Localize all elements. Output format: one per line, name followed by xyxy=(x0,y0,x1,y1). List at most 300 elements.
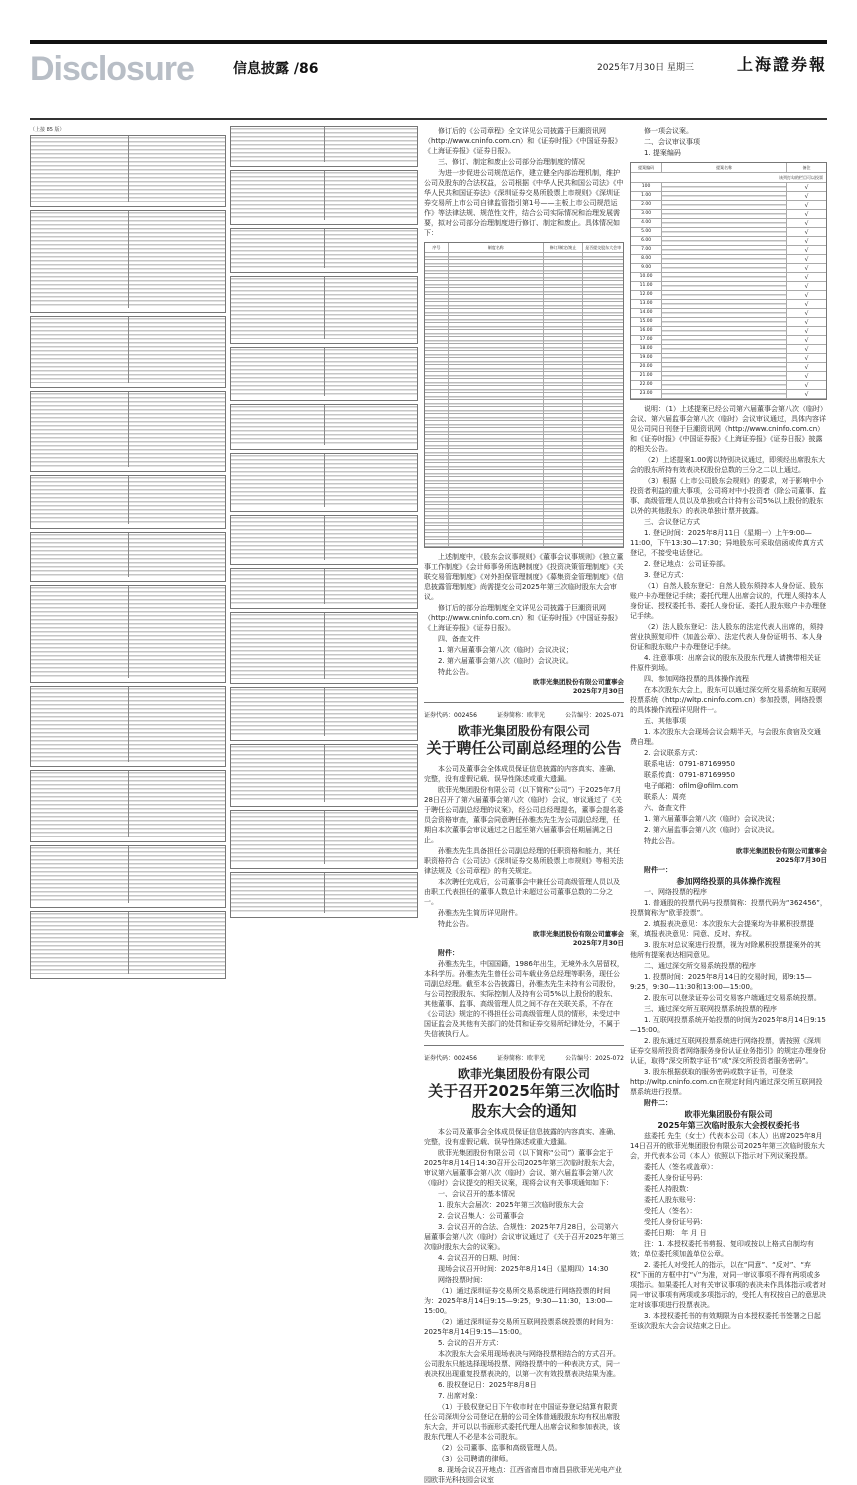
table-cell xyxy=(544,393,584,399)
table-cell xyxy=(583,309,623,315)
table-subheader xyxy=(631,173,826,183)
table-cell xyxy=(583,477,623,483)
table-row xyxy=(425,533,623,540)
table-cell-revised xyxy=(324,745,417,802)
paragraph: 8. 现场会议召开地点：江西省南昌市南昌县欧菲光光电产业园欧菲光科技园会议室 xyxy=(424,1466,622,1484)
table-row xyxy=(425,302,623,309)
paragraph: 孙雅杰先生具备担任公司副总经理的任职资格和能力，其任职资格符合《公司法》《深圳证券交易所股票上市规则》等相关法律法规及《公司章程》的有关规定。 xyxy=(424,847,624,875)
table-cell-revised xyxy=(128,476,225,524)
paragraph: 修一项会议案。 xyxy=(644,127,693,135)
table-cell xyxy=(425,526,449,532)
table-block xyxy=(30,686,226,767)
check-mark: √ xyxy=(804,346,809,353)
column-b xyxy=(230,126,418,1228)
proposal-name xyxy=(662,246,787,254)
table-cell xyxy=(425,435,449,441)
table-block xyxy=(30,391,226,472)
proposal-name xyxy=(662,183,787,191)
table-cell-original xyxy=(31,136,128,202)
check-mark: √ xyxy=(804,193,809,200)
paragraph: （2）通过深圳证券交易所互联网投票系统投票的时间为：2025年8月14日9:15—15:00。 xyxy=(424,1318,618,1336)
paragraph: 特此公告。 xyxy=(438,920,473,928)
paragraph: 2. 会议召集人：公司董事会 xyxy=(438,1212,524,1220)
paragraph: 1. 互联网投票系统开始投票的时间为2025年8月14日9:15—15:00。 xyxy=(630,1016,826,1034)
table-cell-original xyxy=(31,533,128,577)
table-cell xyxy=(544,267,584,273)
table-cell xyxy=(425,344,449,350)
paragraph: （2）法人股东登记：法人股东的法定代表人出席的，须持营业执照复印件（加盖公章）、法定代表人身份证明书、本人身份证和股东账户卡办理登记手续。 xyxy=(630,623,824,651)
comparison-table-b xyxy=(230,126,418,918)
table-cell xyxy=(583,449,623,455)
paragraph: 委托人身份证号码： xyxy=(644,1174,707,1182)
proposal-code: 9.00 xyxy=(631,264,662,272)
table-cell xyxy=(449,302,544,308)
paragraph: 3. 会议召开的合法、合规性：2025年7月28日，公司第六届董事会第八次（临时）会议审议通过了《关于召开2025年第三次临时股东大会的议案》。 xyxy=(424,1223,624,1251)
table-cell xyxy=(544,512,584,518)
paragraph: 委托人股东账号： xyxy=(644,1196,700,1204)
table-cell xyxy=(583,463,623,469)
table-cell xyxy=(544,491,584,497)
table-row xyxy=(631,390,826,399)
table-row xyxy=(631,300,826,309)
table-cell-revised xyxy=(128,846,225,903)
table-cell-revised xyxy=(128,533,225,577)
signature-date: 2025年7月30日 xyxy=(775,856,827,864)
table-cell-revised xyxy=(128,392,225,467)
paragraph: 2. 会议联系方式： xyxy=(644,749,702,757)
column-header: 备注 xyxy=(802,165,811,170)
table-row xyxy=(631,183,826,192)
table-cell xyxy=(544,435,584,441)
table-block xyxy=(230,612,418,684)
table-block xyxy=(230,453,418,512)
notice-title: 关于聘任公司副总经理的公告 xyxy=(426,739,622,757)
table-block xyxy=(30,210,226,313)
table-cell xyxy=(449,323,544,329)
table-cell-original xyxy=(31,771,128,837)
table-cell xyxy=(449,470,544,476)
paragraph: 上述制度中，《股东会议事规则》《董事会议事规则》《独立董事工作制度》《会计师事务所选聘制度》《投资决策管理制度》《关联交易管理制度》《对外担保管理制度》《募集资金管理制度》《信息披露管理制度》尚需提交公司2025年第三次临时股东大会审议。 xyxy=(424,553,624,601)
table-cell xyxy=(544,498,584,504)
table-cell xyxy=(583,456,623,462)
table-row xyxy=(631,273,826,282)
proposal-code: 21.00 xyxy=(631,372,662,380)
table-cell xyxy=(449,540,544,546)
table-cell xyxy=(544,484,584,490)
table-cell-original xyxy=(231,613,324,679)
table-cell xyxy=(449,442,544,448)
table-cell xyxy=(425,512,449,518)
table-cell xyxy=(544,253,584,259)
paragraph: 说明：（1）上述提案已经公司第六届董事会第八次（临时）会议、第六届监事会第八次（临时）会议审议通过，具体内容详见公司同日刊登于巨潮资讯网（http://www.cninfo.com.cn）和《证券时报》《中国证券报》《上海证券报》《证券日报》披露的相关公告。 xyxy=(630,405,827,453)
table-cell xyxy=(449,449,544,455)
table-cell xyxy=(544,358,584,364)
paragraph: 在本次股东大会上，股东可以通过深交所交易系统和互联网投票系统（http://wltp.cninfo.com.cn）参加投票，网络投票的具体操作流程详见附件一。 xyxy=(630,686,826,714)
table-row xyxy=(631,237,826,246)
proposal-name xyxy=(662,210,787,218)
table-cell xyxy=(425,470,449,476)
table-cell xyxy=(449,267,544,273)
table-cell xyxy=(449,477,544,483)
paragraph: 7. 出席对象： xyxy=(438,1392,482,1400)
table-cell xyxy=(583,379,623,385)
table-cell-revised xyxy=(324,171,417,219)
table-cell xyxy=(425,358,449,364)
table-row xyxy=(425,365,623,372)
table-cell xyxy=(449,337,544,343)
charter-revision-text xyxy=(424,126,624,238)
table-cell-revised xyxy=(128,771,225,837)
table-cell xyxy=(449,526,544,532)
table-row xyxy=(425,428,623,435)
table-cell-revised xyxy=(128,211,225,308)
check-mark: √ xyxy=(804,328,809,335)
table-block xyxy=(30,475,226,529)
paragraph: 4. 会议召开的日期、时间： xyxy=(438,1254,524,1262)
paragraph: 2. 登记地点：公司证券部。 xyxy=(644,560,730,568)
proposal-name xyxy=(662,192,787,200)
paragraph: 委托人持股数： xyxy=(644,1185,693,1193)
table-cell-revised xyxy=(324,516,417,560)
table-cell-original xyxy=(231,277,324,339)
proposal-code: 1.00 xyxy=(631,192,662,200)
table-row xyxy=(425,449,623,456)
attachment-title: 参加网络投票的具体操作流程 xyxy=(676,877,781,886)
column-header: 是否提交股东大会审 xyxy=(585,245,622,250)
table-row xyxy=(425,344,623,351)
table-cell xyxy=(449,316,544,322)
table-cell xyxy=(583,365,623,371)
paragraph: 受托人身份证号码： xyxy=(644,1218,707,1226)
paragraph: 6. 股权登记日：2025年8月8日 xyxy=(438,1381,537,1389)
proposal-name xyxy=(662,336,787,344)
table-cell xyxy=(544,344,584,350)
check-mark: √ xyxy=(804,238,809,245)
table-row xyxy=(631,210,826,219)
table-cell xyxy=(544,330,584,336)
table-cell xyxy=(449,358,544,364)
table-cell xyxy=(449,400,544,406)
table-cell xyxy=(425,253,449,259)
check-mark: √ xyxy=(804,391,809,398)
signature-date: 2025年7月30日 xyxy=(572,687,624,695)
table-cell xyxy=(449,435,544,441)
proposal-code: 11.00 xyxy=(631,282,662,290)
table-cell-original xyxy=(231,745,324,802)
signature-company: 欧菲光集团股份有限公司董事会 xyxy=(533,678,624,686)
table-cell xyxy=(425,281,449,287)
table-cell xyxy=(544,288,584,294)
table-cell xyxy=(425,316,449,322)
table-row xyxy=(425,309,623,316)
table-row xyxy=(425,477,623,484)
table-row xyxy=(631,336,826,345)
proposal-code: 6.00 xyxy=(631,237,662,245)
table-cell xyxy=(583,400,623,406)
table-cell-original xyxy=(231,348,324,396)
table-cell-original xyxy=(231,811,324,864)
table-cell xyxy=(425,491,449,497)
attachment-label: 附件： xyxy=(438,949,459,957)
table-cell xyxy=(583,407,623,413)
check-mark: √ xyxy=(804,319,809,326)
check-mark: √ xyxy=(804,283,809,290)
column-header: 提案名称 xyxy=(662,163,787,172)
proposal-code: 2.00 xyxy=(631,201,662,209)
paragraph: 二、会议审议事项 xyxy=(644,138,700,146)
table-cell-original xyxy=(231,454,324,507)
table-cell xyxy=(425,309,449,315)
table-cell xyxy=(449,386,544,392)
table-cell xyxy=(583,512,623,518)
paragraph: 网络投票时间： xyxy=(438,1276,487,1284)
table-cell xyxy=(583,505,623,511)
notice-number: 公告编号：2025-072 xyxy=(565,1055,624,1062)
paragraph: 欧菲光集团股份有限公司（以下简称“公司”）于2025年7月28日召开了第六届董事会第八次（临时）会议，审议通过了《关于聘任公司副总经理的议案》，经公司总经理提名，董事会提名委员会资格审查，董事会同意聘任孙雅杰先生为公司副总经理，任期自本次董事会审议通过之日起至第六届董事会任期届满之日止。 xyxy=(424,786,624,844)
table-cell xyxy=(425,372,449,378)
table-row xyxy=(631,309,826,318)
proposal-code: 23.00 xyxy=(631,390,662,398)
table-cell xyxy=(583,470,623,476)
paragraph: 修订后的部分治理制度全文详见公司披露于巨潮资讯网（http://www.cninfo.com.cn）和《证券时报》《中国证券报》《上海证券报》《证券日报》。 xyxy=(424,604,622,632)
check-mark: √ xyxy=(804,211,809,218)
column-header: 提案编码 xyxy=(631,163,662,172)
table-cell xyxy=(449,372,544,378)
proposal-code: 15.00 xyxy=(631,318,662,326)
paragraph: 本次股东大会采用现场表决与网络投票相结合的方式召开。公司股东只能选择现场投票、网络投票中的一种表决方式，同一表决权出现重复投票表决的，以第一次有效投票表决结果为准。 xyxy=(424,1350,620,1378)
table-cell-original xyxy=(231,569,324,604)
table-cell xyxy=(544,470,584,476)
table-cell xyxy=(425,274,449,280)
company-name: 欧菲光集团股份有限公司 xyxy=(457,1067,590,1081)
table-cell-revised xyxy=(324,688,417,736)
paragraph: 四、备查文件 xyxy=(438,635,480,643)
table-row xyxy=(631,219,826,228)
proposal-code: 3.00 xyxy=(631,210,662,218)
table-cell-revised xyxy=(128,687,225,762)
table-row xyxy=(425,323,623,330)
table-cell xyxy=(583,498,623,504)
table-cell xyxy=(425,407,449,413)
paragraph: 1. 投票时间：2025年8月14日的交易时间，即9:15—9:25，9:30—11:30和13:00—15:00。 xyxy=(630,973,812,991)
notice-divider xyxy=(424,1045,624,1046)
table-cell xyxy=(583,421,623,427)
paragraph: 4. 注意事项：出席会议的股东及股东代理人请携带相关证件原件到场。 xyxy=(630,654,821,672)
table-cell xyxy=(544,379,584,385)
table-cell-original xyxy=(231,688,324,736)
proposal-code: 18.00 xyxy=(631,345,662,353)
table-row xyxy=(631,345,826,354)
table-cell xyxy=(583,519,623,525)
table-cell xyxy=(544,400,584,406)
table-block xyxy=(30,135,226,207)
table-cell xyxy=(425,519,449,525)
table-cell xyxy=(544,351,584,357)
check-mark: √ xyxy=(804,265,809,272)
table-cell xyxy=(544,365,584,371)
table-row xyxy=(425,463,623,470)
proposal-name xyxy=(662,327,787,335)
table-cell xyxy=(449,505,544,511)
table-cell xyxy=(449,484,544,490)
table-cell xyxy=(544,442,584,448)
table-block xyxy=(230,515,418,565)
proposal-name xyxy=(662,291,787,299)
table-row xyxy=(425,505,623,512)
proposal-name xyxy=(662,282,787,290)
table-cell xyxy=(583,414,623,420)
notice-body xyxy=(424,764,624,929)
proposal-code: 17.00 xyxy=(631,336,662,344)
table-cell xyxy=(583,372,623,378)
table-cell xyxy=(449,414,544,420)
table-row xyxy=(425,414,623,421)
check-mark: √ xyxy=(804,310,809,317)
table-cell xyxy=(544,260,584,266)
table-block xyxy=(30,585,226,683)
attachment-title: 欧菲光集团股份有限公司 2025年第三次临时股东大会授权委托书 xyxy=(657,1110,800,1130)
table-cell xyxy=(449,288,544,294)
table-cell xyxy=(425,302,449,308)
table-cell xyxy=(583,484,623,490)
table-cell xyxy=(583,267,623,273)
table-row xyxy=(631,255,826,264)
proposal-name xyxy=(662,345,787,353)
paragraph: 电子邮箱：ofilm@ofilm.com xyxy=(644,782,739,790)
table-cell-revised xyxy=(324,127,417,162)
resume-text: 孙雅杰先生，中国国籍，1986年出生，无境外永久居留权，本科学历。孙雅杰先生曾任公司车载业务总经理等职务，现任公司副总经理。截至本公告披露日，孙雅杰先生未持有公司股份，与公司控股股东、实际控制人及持有公司5%以上股份的股东、其他董事、监事、高级管理人员之间不存在关联关系，不存在《公司法》规定的不得担任公司高级管理人员的情形，未受过中国证监会及其他有关部门的处罚和证券交易所纪律处分，不属于失信被执行人。 xyxy=(424,960,624,1038)
table-cell xyxy=(449,421,544,427)
proposal-name xyxy=(662,372,787,380)
paragraph: 联系传真：0791-87169950 xyxy=(644,771,735,779)
table-row xyxy=(425,274,623,281)
check-mark: √ xyxy=(804,292,809,299)
table-row xyxy=(631,327,826,336)
table-cell xyxy=(544,519,584,525)
table-cell-original xyxy=(231,127,324,162)
notice-body xyxy=(424,1127,624,1485)
proposal-name xyxy=(662,318,787,326)
table-cell xyxy=(544,477,584,483)
paragraph: 修订后的《公司章程》全文详见公司披露于巨潮资讯网（http://www.cninfo.com.cn）和《证券时报》《中国证券报》《上海证券报》《证券日报》。 xyxy=(424,127,622,155)
table-cell-original xyxy=(231,405,324,445)
table-row xyxy=(425,316,623,323)
table-block xyxy=(230,276,418,344)
table-cell xyxy=(583,316,623,322)
table-cell xyxy=(544,295,584,301)
check-mark: √ xyxy=(804,220,809,227)
stock-code: 证券代码：002456 xyxy=(424,1055,477,1062)
table-cell xyxy=(449,274,544,280)
check-mark: √ xyxy=(804,229,809,236)
table-cell xyxy=(544,463,584,469)
table-cell xyxy=(425,484,449,490)
table-row xyxy=(631,228,826,237)
table-cell xyxy=(583,274,623,280)
table-block xyxy=(30,911,226,979)
table-row xyxy=(425,288,623,295)
table-cell-revised xyxy=(324,229,417,269)
table-cell xyxy=(449,253,544,259)
table-cell-revised xyxy=(128,136,225,202)
table-cell xyxy=(449,491,544,497)
table-cell xyxy=(583,526,623,532)
table-row xyxy=(425,519,623,526)
paragraph: 二、通过深交所交易系统投票的程序 xyxy=(644,962,756,970)
table-cell xyxy=(583,344,623,350)
table-cell xyxy=(544,274,584,280)
proposal-name xyxy=(662,354,787,362)
table-cell-original xyxy=(231,516,324,560)
table-cell-original xyxy=(231,171,324,219)
table-row xyxy=(425,407,623,414)
paragraph: 1. 股东大会届次：2025年第三次临时股东大会 xyxy=(438,1201,584,1209)
table-row xyxy=(425,393,623,400)
table-row xyxy=(425,491,623,498)
proposal-code: 100 xyxy=(631,183,662,191)
paragraph: （1）于股权登记日下午收市时在中国证券登记结算有限责任公司深圳分公司登记在册的公司全体普通股股东均有权出席股东大会，并可以以书面形式委托代理人出席会议和参加表决，该股东代理人不必是本公司股东。 xyxy=(424,1403,620,1441)
table-cell xyxy=(449,365,544,371)
proposal-name xyxy=(662,264,787,272)
table-cell xyxy=(583,442,623,448)
paragraph: 5. 会议的召开方式： xyxy=(438,1339,503,1347)
table-cell-revised xyxy=(324,569,417,604)
table-cell xyxy=(425,323,449,329)
table-row xyxy=(425,281,623,288)
table-row xyxy=(631,264,826,273)
table-cell-original xyxy=(31,687,128,762)
table-cell xyxy=(425,337,449,343)
table-cell xyxy=(425,540,449,546)
proposal-code: 4.00 xyxy=(631,219,662,227)
check-mark: √ xyxy=(804,274,809,281)
table-row xyxy=(631,372,826,381)
proposal-table xyxy=(630,162,827,400)
table-row xyxy=(631,318,826,327)
attachment-label: 附件一： xyxy=(644,866,672,874)
table-row xyxy=(425,295,623,302)
table-row xyxy=(425,330,623,337)
table-cell xyxy=(583,295,623,301)
paragraph: （1）通过深圳证券交易所交易系统进行网络投票的时间为：2025年8月14日9:15—9:25，9:30—11:30，13:00—15:00。 xyxy=(424,1287,613,1315)
table-row xyxy=(425,484,623,491)
paragraph: 为进一步促进公司规范运作，建立健全内部治理机制，维护公司及股东的合法权益，公司根据《中华人民共和国公司法》《中华人民共和国证券法》《深圳证券交易所股票上市规则》《深圳证券交易所上市公司自律监管指引第1号——主板上市公司规范运作》等法律法规、规范性文件，结合公司实际情况和治理发展需要，拟对公司部分治理制度进行修订、制定和废止。具体情况如下： xyxy=(424,169,624,237)
table-cell xyxy=(583,491,623,497)
table-cell xyxy=(583,540,623,546)
table-row xyxy=(631,282,826,291)
paragraph: 六、备查文件 xyxy=(644,804,686,812)
paragraph: （2）上述提案1.00需以特别决议通过，即须经出席股东大会的股东所持有效表决权股份总数的三分之二以上通过。 xyxy=(630,456,826,474)
proposal-intro xyxy=(630,126,827,158)
proposal-name xyxy=(662,381,787,389)
check-mark: √ xyxy=(804,184,809,191)
table-cell xyxy=(425,421,449,427)
paragraph: 三、会议登记方式 xyxy=(644,518,700,526)
check-mark: √ xyxy=(804,256,809,263)
table-cell xyxy=(449,295,544,301)
paragraph: （1）自然人股东登记：自然人股东须持本人身份证、股东账户卡办理登记手续；委托代理人出席会议的，代理人须持本人身份证、授权委托书、委托人身份证、委托人股东账户卡办理登记手续。 xyxy=(630,582,826,620)
paragraph: 五、其他事项 xyxy=(644,717,686,725)
proxy-text xyxy=(630,1131,827,1161)
table-cell xyxy=(425,330,449,336)
paragraph: 1. 第六届董事会第八次（临时）会议决议； xyxy=(644,815,779,823)
table-cell xyxy=(583,253,623,259)
paragraph: 三、通过深交所互联网投票系统投票的程序 xyxy=(644,1005,777,1013)
proposal-name xyxy=(662,309,787,317)
table-cell xyxy=(544,337,584,343)
table-cell xyxy=(425,295,449,301)
continued-heading: （上接 85 版） xyxy=(30,127,65,133)
